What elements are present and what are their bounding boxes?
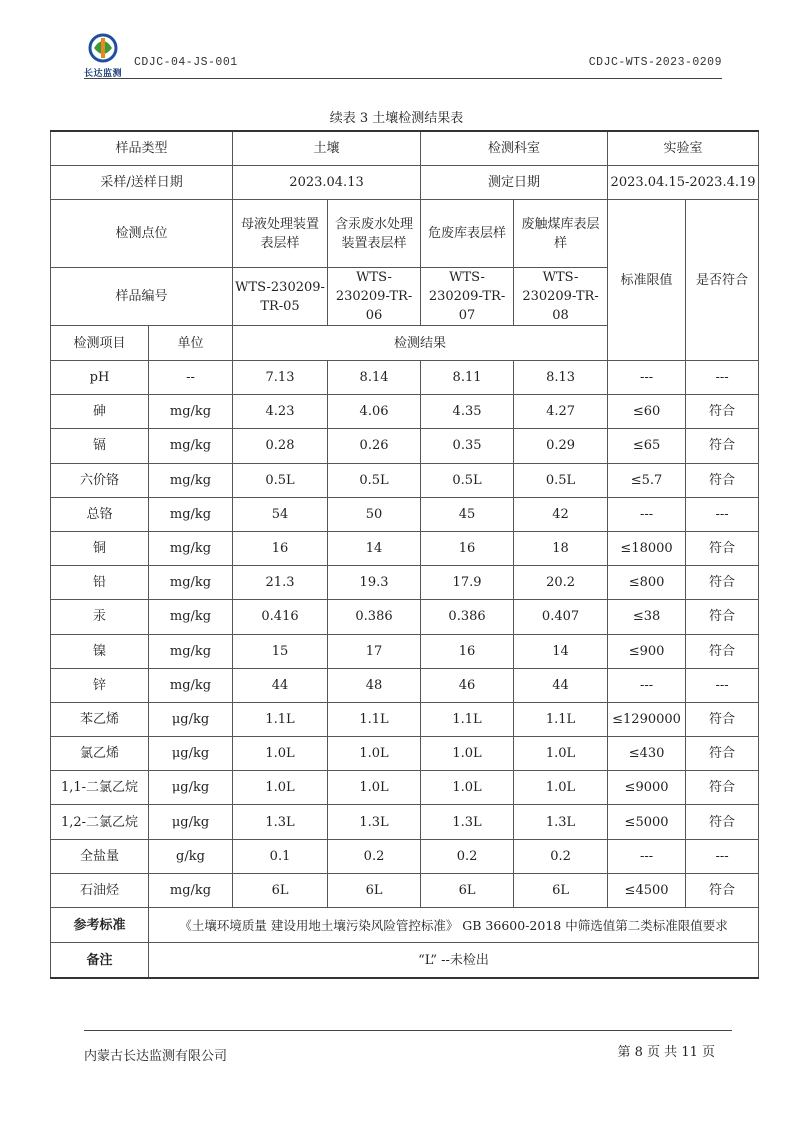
unit-cell: mg/kg — [149, 566, 233, 600]
result-cell: 17 — [328, 634, 421, 668]
sample-id-4: WTS-230209-TR-08 — [514, 268, 608, 326]
comply-cell: 符合 — [686, 429, 759, 463]
result-cell: 15 — [233, 634, 328, 668]
point-3: 危废库表层样 — [421, 200, 514, 268]
unit-cell: mg/kg — [149, 873, 233, 907]
result-cell: 1.3L — [233, 805, 328, 839]
item-cell: 石油烃 — [51, 873, 149, 907]
result-cell: 1.0L — [514, 771, 608, 805]
comply-cell: 符合 — [686, 702, 759, 736]
table-row — [51, 805, 759, 839]
result-cell: 1.0L — [233, 771, 328, 805]
result-cell: 4.35 — [421, 395, 514, 429]
test-date-label: 测定日期 — [421, 166, 608, 200]
item-cell: pH — [51, 361, 149, 395]
result-cell: 50 — [328, 497, 421, 531]
limit-header: 标准限值 — [608, 200, 686, 361]
result-cell: 6L — [233, 873, 328, 907]
result-cell: 7.13 — [233, 361, 328, 395]
result-cell: 0.386 — [328, 600, 421, 634]
result-cell: 1.3L — [328, 805, 421, 839]
info-row-2 — [51, 166, 759, 200]
unit-cell: mg/kg — [149, 668, 233, 702]
table-row — [51, 600, 759, 634]
sample-type-label: 样品类型 — [51, 131, 233, 166]
result-cell: 0.1 — [233, 839, 328, 873]
result-cell: 1.1L — [514, 702, 608, 736]
limit-cell: ≤5000 — [608, 805, 686, 839]
point-label: 检测点位 — [51, 200, 233, 268]
table-row — [51, 737, 759, 771]
limit-cell: ≤38 — [608, 600, 686, 634]
result-cell: 0.5L — [421, 463, 514, 497]
result-cell: 48 — [328, 668, 421, 702]
result-cell: 1.0L — [514, 737, 608, 771]
results-header: 检测结果 — [233, 326, 608, 361]
result-cell: 0.2 — [514, 839, 608, 873]
result-cell: 16 — [233, 531, 328, 565]
header-divider — [84, 78, 722, 79]
company-name: 内蒙古长达监测有限公司 — [84, 1049, 228, 1064]
result-cell: 1.0L — [328, 771, 421, 805]
result-cell: 16 — [421, 634, 514, 668]
result-cell: 18 — [514, 531, 608, 565]
result-cell: 1.0L — [421, 737, 514, 771]
page-header — [84, 28, 722, 80]
result-cell: 0.2 — [421, 839, 514, 873]
result-cell: 20.2 — [514, 566, 608, 600]
result-cell: 42 — [514, 497, 608, 531]
unit-cell: -- — [149, 361, 233, 395]
point-4: 废触煤库表层样 — [514, 200, 608, 268]
comply-cell: --- — [686, 668, 759, 702]
remark-text: “L” --未检出 — [149, 943, 759, 979]
result-cell: 0.386 — [421, 600, 514, 634]
limit-cell: ≤4500 — [608, 873, 686, 907]
remark-label: 备注 — [51, 943, 149, 979]
unit-cell: μg/kg — [149, 702, 233, 736]
sample-id-1: WTS-230209-TR-05 — [233, 268, 328, 326]
table-row — [51, 873, 759, 907]
comply-cell: --- — [686, 361, 759, 395]
sample-no-label: 样品编号 — [51, 268, 233, 326]
table-row — [51, 566, 759, 600]
limit-cell: ≤60 — [608, 395, 686, 429]
comply-header: 是否符合 — [686, 200, 759, 361]
unit-cell: mg/kg — [149, 463, 233, 497]
result-cell: 8.14 — [328, 361, 421, 395]
sample-id-2: WTS-230209-TR-06 — [328, 268, 421, 326]
page-number: 第 8 页 共 11 页 — [617, 1045, 715, 1060]
result-cell: 14 — [514, 634, 608, 668]
unit-cell: μg/kg — [149, 737, 233, 771]
point-1: 母液处理装置表层样 — [233, 200, 328, 268]
limit-cell: --- — [608, 361, 686, 395]
result-cell: 0.26 — [328, 429, 421, 463]
document-code: CDJC-04-JS-001 — [134, 56, 238, 69]
info-row-1 — [51, 131, 759, 166]
result-cell: 8.13 — [514, 361, 608, 395]
result-cell: 44 — [514, 668, 608, 702]
result-cell: 4.23 — [233, 395, 328, 429]
sampling-date-label: 采样/送样日期 — [51, 166, 233, 200]
item-cell: 铜 — [51, 531, 149, 565]
test-date-value: 2023.04.15-2023.4.19 — [608, 166, 759, 200]
footer-divider — [84, 1030, 732, 1031]
result-cell: 0.416 — [233, 600, 328, 634]
reference-label: 参考标准 — [51, 908, 149, 943]
table-row — [51, 702, 759, 736]
table-row — [51, 771, 759, 805]
table-caption: 续表 3 土壤检测结果表 — [329, 111, 464, 126]
result-cell: 16 — [421, 531, 514, 565]
result-cell: 6L — [421, 873, 514, 907]
result-cell: 0.5L — [233, 463, 328, 497]
result-cell: 8.11 — [421, 361, 514, 395]
unit-cell: μg/kg — [149, 805, 233, 839]
unit-cell: mg/kg — [149, 429, 233, 463]
item-cell: 苯乙烯 — [51, 702, 149, 736]
result-cell: 14 — [328, 531, 421, 565]
limit-cell: ≤900 — [608, 634, 686, 668]
sample-id-3: WTS-230209-TR-07 — [421, 268, 514, 326]
table-row — [51, 463, 759, 497]
comply-cell: --- — [686, 839, 759, 873]
result-cell: 21.3 — [233, 566, 328, 600]
comply-cell: 符合 — [686, 600, 759, 634]
limit-cell: --- — [608, 668, 686, 702]
table-row — [51, 634, 759, 668]
item-cell: 全盐量 — [51, 839, 149, 873]
limit-cell: ≤5.7 — [608, 463, 686, 497]
result-cell: 1.0L — [421, 771, 514, 805]
table-row — [51, 839, 759, 873]
item-cell: 1,2-二氯乙烷 — [51, 805, 149, 839]
item-header: 检测项目 — [51, 326, 149, 361]
result-cell: 0.2 — [328, 839, 421, 873]
item-cell: 氯乙烯 — [51, 737, 149, 771]
sampling-date-value: 2023.04.13 — [233, 166, 421, 200]
item-cell: 锌 — [51, 668, 149, 702]
soil-results-table — [50, 130, 759, 979]
lab-label: 检测科室 — [421, 131, 608, 166]
unit-cell: mg/kg — [149, 600, 233, 634]
unit-cell: mg/kg — [149, 395, 233, 429]
points-row — [51, 200, 759, 268]
reference-text: 《土壤环境质量 建设用地土壤污染风险管控标准》 GB 36600-2018 中筛选值第二类标准限值要求 — [149, 908, 759, 943]
table-row — [51, 361, 759, 395]
comply-cell: 符合 — [686, 873, 759, 907]
limit-cell: ≤18000 — [608, 531, 686, 565]
result-cell: 0.5L — [514, 463, 608, 497]
limit-cell: ≤1290000 — [608, 702, 686, 736]
unit-cell: μg/kg — [149, 771, 233, 805]
result-cell: 0.407 — [514, 600, 608, 634]
result-cell: 1.3L — [421, 805, 514, 839]
report-number: CDJC-WTS-2023-0209 — [588, 56, 722, 69]
result-cell: 1.1L — [328, 702, 421, 736]
result-cell: 4.06 — [328, 395, 421, 429]
limit-cell: ≤430 — [608, 737, 686, 771]
comply-cell: 符合 — [686, 566, 759, 600]
result-cell: 44 — [233, 668, 328, 702]
result-cell: 6L — [328, 873, 421, 907]
limit-cell: --- — [608, 839, 686, 873]
item-cell: 镍 — [51, 634, 149, 668]
result-cell: 0.29 — [514, 429, 608, 463]
reference-row — [51, 908, 759, 943]
table-row — [51, 531, 759, 565]
result-cell: 45 — [421, 497, 514, 531]
table-row — [51, 497, 759, 531]
limit-cell: --- — [608, 497, 686, 531]
comply-cell: 符合 — [686, 531, 759, 565]
limit-cell: ≤65 — [608, 429, 686, 463]
sample-type-value: 土壤 — [233, 131, 421, 166]
result-cell: 4.27 — [514, 395, 608, 429]
table-row — [51, 395, 759, 429]
limit-cell: ≤9000 — [608, 771, 686, 805]
unit-cell: mg/kg — [149, 531, 233, 565]
unit-header: 单位 — [149, 326, 233, 361]
result-cell: 0.35 — [421, 429, 514, 463]
result-cell: 0.5L — [328, 463, 421, 497]
table-row — [51, 429, 759, 463]
result-cell: 1.1L — [421, 702, 514, 736]
result-cell: 46 — [421, 668, 514, 702]
result-cell: 1.0L — [328, 737, 421, 771]
result-cell: 1.0L — [233, 737, 328, 771]
item-cell: 汞 — [51, 600, 149, 634]
comply-cell: 符合 — [686, 395, 759, 429]
unit-cell: mg/kg — [149, 634, 233, 668]
comply-cell: 符合 — [686, 634, 759, 668]
result-cell: 0.28 — [233, 429, 328, 463]
result-cell: 1.3L — [514, 805, 608, 839]
logo-text: 长达监测 — [84, 69, 123, 79]
item-cell: 1,1-二氯乙烷 — [51, 771, 149, 805]
comply-cell: 符合 — [686, 771, 759, 805]
unit-cell: g/kg — [149, 839, 233, 873]
table-row — [51, 668, 759, 702]
comply-cell: --- — [686, 497, 759, 531]
comply-cell: 符合 — [686, 737, 759, 771]
result-cell: 19.3 — [328, 566, 421, 600]
result-cell: 1.1L — [233, 702, 328, 736]
item-cell: 总铬 — [51, 497, 149, 531]
result-cell: 17.9 — [421, 566, 514, 600]
comply-cell: 符合 — [686, 805, 759, 839]
limit-cell: ≤800 — [608, 566, 686, 600]
result-cell: 6L — [514, 873, 608, 907]
item-cell: 铅 — [51, 566, 149, 600]
point-2: 含汞废水处理装置表层样 — [328, 200, 421, 268]
lab-value: 实验室 — [608, 131, 759, 166]
comply-cell: 符合 — [686, 463, 759, 497]
remark-row — [51, 943, 759, 979]
item-cell: 六价铬 — [51, 463, 149, 497]
item-cell: 镉 — [51, 429, 149, 463]
item-cell: 砷 — [51, 395, 149, 429]
result-cell: 54 — [233, 497, 328, 531]
unit-cell: mg/kg — [149, 497, 233, 531]
